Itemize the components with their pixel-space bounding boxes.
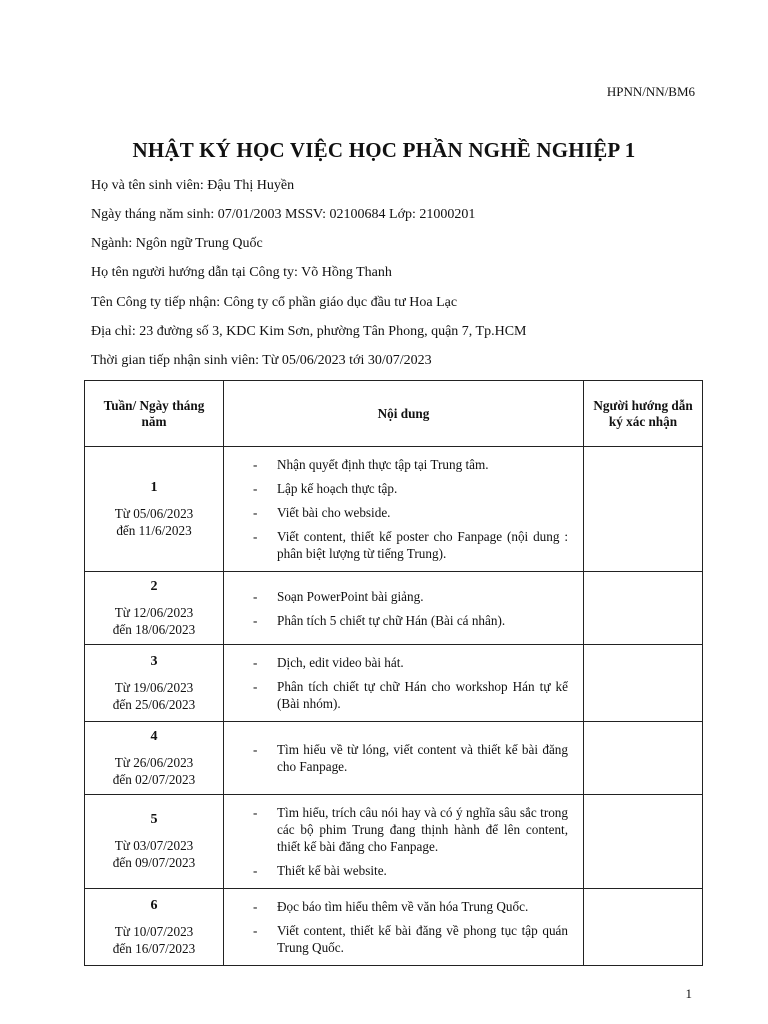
table-row — [85, 889, 703, 966]
signature-cell — [584, 645, 703, 722]
header-content: Nội dung — [224, 381, 584, 447]
week-number: 2 — [150, 578, 158, 594]
signature-cell — [584, 795, 703, 889]
content-cell — [224, 572, 584, 645]
content-cell — [224, 889, 584, 966]
signature-cell — [584, 572, 703, 645]
document-title: NHẬT KÝ HỌC VIỆC HỌC PHẦN NGHỀ NGHIỆP 1 — [132, 138, 636, 162]
task-item: - Phân tích chiết tự chữ Hán cho workshop Hán tự kể (Bài nhóm). — [253, 678, 568, 712]
date-to: đến 02/07/2023 — [112, 771, 196, 787]
company-name: Tên Công ty tiếp nhận: Công ty cổ phần giáo dục đầu tư Hoa Lạc — [91, 295, 458, 310]
signature-cell — [584, 722, 703, 795]
internship-period: Thời gian tiếp nhận sinh viên: Từ 05/06/2023 tới 30/07/2023 — [91, 353, 432, 368]
task-item: - Viết content, thiết kế poster cho Fanpage (nội dung : phân biệt lượng từ tiếng Trung). — [253, 528, 568, 562]
major: Ngành: Ngôn ngữ Trung Quốc — [91, 236, 263, 251]
content-cell — [224, 722, 584, 795]
content-cell — [224, 795, 584, 889]
table-row — [85, 572, 703, 645]
date-to: đến 25/06/2023 — [112, 696, 196, 712]
week-cell — [85, 447, 224, 572]
week-number: 5 — [150, 812, 158, 827]
content-cell — [224, 447, 584, 572]
date-from: Từ 10/07/2023 — [114, 923, 194, 939]
task-item: - Tìm hiểu về từ lóng, viết content và thiết kế bài đăng cho Fanpage. — [253, 741, 568, 775]
logbook-table — [84, 380, 703, 966]
date-to: đến 18/06/2023 — [112, 621, 196, 637]
task-item: - Soạn PowerPoint bài giảng. — [253, 588, 568, 605]
task-list — [225, 796, 582, 887]
task-list — [225, 890, 582, 964]
task-item: - Lập kế hoạch thực tập. — [253, 480, 568, 497]
week-cell — [85, 722, 224, 795]
task-item: - Tìm hiểu, trích câu nói hay và có ý nghĩa sâu sắc trong các bộ phim Trung đang thịnh hành để lên content, thiết kế bài đăng cho Fanpage. — [253, 804, 568, 855]
signature-cell — [584, 889, 703, 966]
task-item: - Nhận quyết định thực tập tại Trung tâm. — [253, 456, 568, 473]
task-list — [225, 580, 582, 637]
week-cell — [85, 795, 224, 889]
table-header-row — [85, 381, 703, 447]
task-list — [225, 448, 582, 570]
table-row — [85, 645, 703, 722]
table-row — [85, 722, 703, 795]
task-item: - Dịch, edit video bài hát. — [253, 654, 568, 671]
student-name: Họ và tên sinh viên: Đậu Thị Huyền — [91, 178, 295, 193]
content-cell — [224, 645, 584, 722]
task-item: - Viết bài cho webside. — [253, 504, 568, 521]
form-code: HPNN/NN/BM6 — [606, 84, 695, 99]
week-number: 6 — [150, 897, 158, 913]
supervisor: Họ tên người hướng dẫn tại Công ty: Võ Hồng Thanh — [91, 265, 392, 280]
date-from: Từ 26/06/2023 — [114, 754, 194, 770]
week-cell — [85, 645, 224, 722]
date-from: Từ 05/06/2023 — [114, 505, 194, 521]
week-number: 3 — [150, 653, 158, 669]
task-item: - Đọc báo tìm hiểu thêm về văn hóa Trung Quốc. — [253, 898, 568, 915]
signature-cell — [584, 447, 703, 572]
task-item: - Viết content, thiết kế bài đăng về phong tục tập quán Trung Quốc. — [253, 922, 568, 956]
header-week: Tuần/ Ngày tháng năm — [85, 381, 224, 447]
table-row — [85, 447, 703, 572]
task-item: - Phân tích 5 chiết tự chữ Hán (Bài cá nhân). — [253, 612, 568, 629]
date-to: đến 09/07/2023 — [112, 855, 196, 870]
task-list — [225, 646, 582, 720]
date-from: Từ 03/07/2023 — [114, 838, 194, 853]
date-to: đến 16/07/2023 — [112, 940, 196, 956]
week-cell — [85, 889, 224, 966]
week-cell — [85, 572, 224, 645]
date-to: đến 11/6/2023 — [116, 522, 192, 538]
date-from: Từ 12/06/2023 — [114, 604, 194, 620]
table-row — [85, 795, 703, 889]
birth-id-class: Ngày tháng năm sinh: 07/01/2003 MSSV: 02100684 Lớp: 21000201 — [91, 207, 476, 222]
header-signature: Người hướng dẫn ký xác nhận — [584, 381, 703, 447]
page-number: 1 — [685, 986, 692, 1001]
week-number: 4 — [150, 728, 158, 744]
date-from: Từ 19/06/2023 — [114, 679, 194, 695]
company-address: Địa chỉ: 23 đường số 3, KDC Kim Sơn, phường Tân Phong, quận 7, Tp.HCM — [91, 324, 527, 339]
week-number: 1 — [150, 479, 158, 495]
task-item: - Thiết kế bài website. — [253, 862, 568, 879]
task-list — [225, 733, 582, 783]
